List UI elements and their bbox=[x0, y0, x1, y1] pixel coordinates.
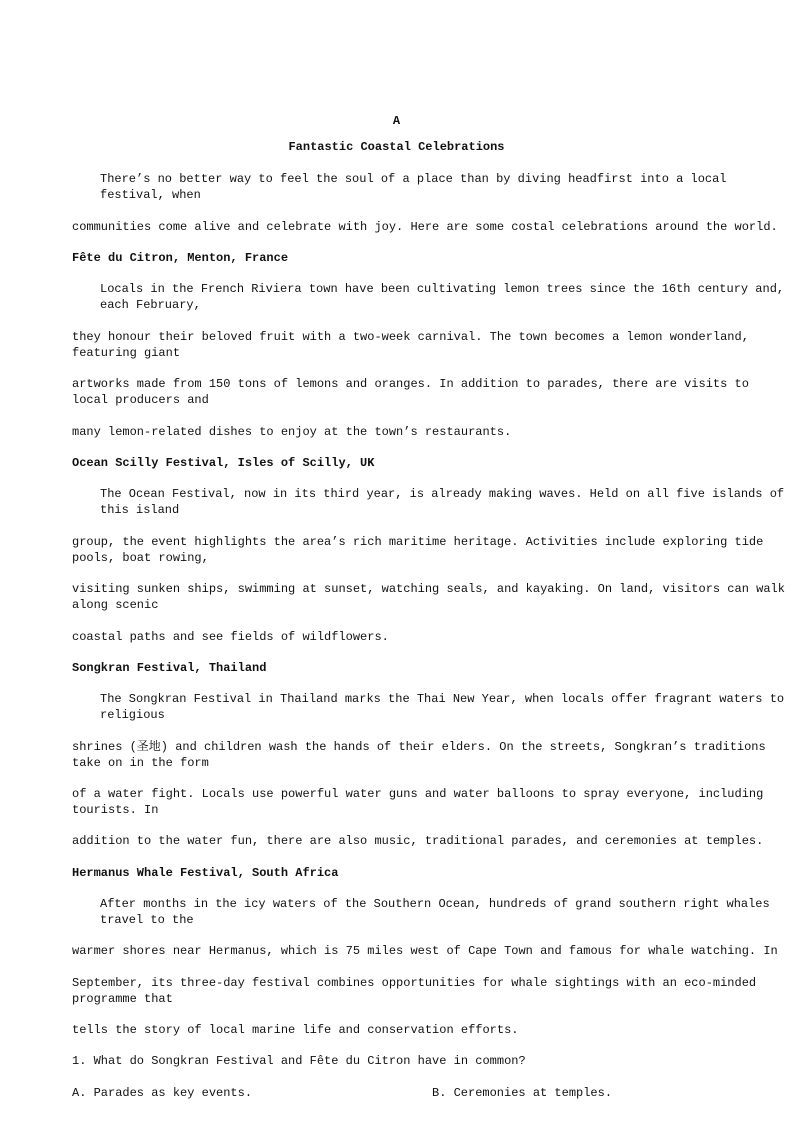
paragraph-line: they honour their beloved fruit with a two-week carnival. The town becomes a lemon wonderland, featuring giant bbox=[72, 330, 749, 360]
paragraph-line: September, its three-day festival combines opportunities for whale sightings with an eco-minded programme that bbox=[72, 976, 757, 1006]
question-stem: 1. What do Songkran Festival and Fête du Citron have in common? bbox=[72, 1054, 526, 1068]
paragraph-line: Locals in the French Riviera town have been cultivating lemon trees since the 16th century and, each February, bbox=[100, 282, 785, 312]
option-a[interactable]: A. Parades as key events. bbox=[72, 1086, 253, 1100]
section-letter: A bbox=[392, 114, 401, 128]
paragraph-line: artworks made from 150 tons of lemons and oranges. In addition to parades, there are visits to local producers and bbox=[72, 377, 749, 407]
paragraph-line: many lemon-related dishes to enjoy at the town’s restaurants. bbox=[72, 425, 512, 439]
paragraph-line: The Ocean Festival, now in its third year, is already making waves. Held on all five islands of this island bbox=[100, 487, 785, 517]
paragraph-line: warmer shores near Hermanus, which is 75 miles west of Cape Town and famous for whale watching. In bbox=[72, 944, 778, 958]
paragraph-line: shrines (圣地) and children wash the hands of their elders. On the streets, Songkran’s traditions take on in the form bbox=[72, 740, 766, 770]
festival-heading: Hermanus Whale Festival, South Africa bbox=[72, 866, 339, 880]
festival-heading: Fête du Citron, Menton, France bbox=[72, 251, 289, 265]
festival-heading: Ocean Scilly Festival, Isles of Scilly, UK bbox=[72, 456, 375, 470]
intro-line: There’s no better way to feel the soul of a place than by diving headfirst into a local festival, when bbox=[100, 172, 727, 202]
page-title: Fantastic Coastal Celebrations bbox=[288, 140, 505, 154]
option-b[interactable]: B. Ceremonies at temples. bbox=[432, 1086, 613, 1100]
paragraph-line: coastal paths and see fields of wildflowers. bbox=[72, 630, 389, 644]
intro-line: communities come alive and celebrate with joy. Here are some costal celebrations around the world. bbox=[72, 220, 778, 234]
paragraph-line: of a water fight. Locals use powerful water guns and water balloons to spray everyone, including tourists. In bbox=[72, 787, 764, 817]
paragraph-line: tells the story of local marine life and conservation efforts. bbox=[72, 1023, 519, 1037]
paragraph-line: visiting sunken ships, swimming at sunset, watching seals, and kayaking. On land, visitors can walk along scenic bbox=[72, 582, 785, 612]
paragraph-line: group, the event highlights the area’s rich maritime heritage. Activities include exploring tide pools, boat rowing, bbox=[72, 535, 764, 565]
festival-heading: Songkran Festival, Thailand bbox=[72, 661, 267, 675]
paragraph-line: After months in the icy waters of the Southern Ocean, hundreds of grand southern right whales travel to the bbox=[100, 897, 770, 927]
paragraph-line: addition to the water fun, there are also music, traditional parades, and ceremonies at temples. bbox=[72, 834, 764, 848]
paragraph-line: The Songkran Festival in Thailand marks the Thai New Year, when locals offer fragrant waters to religious bbox=[100, 692, 785, 722]
